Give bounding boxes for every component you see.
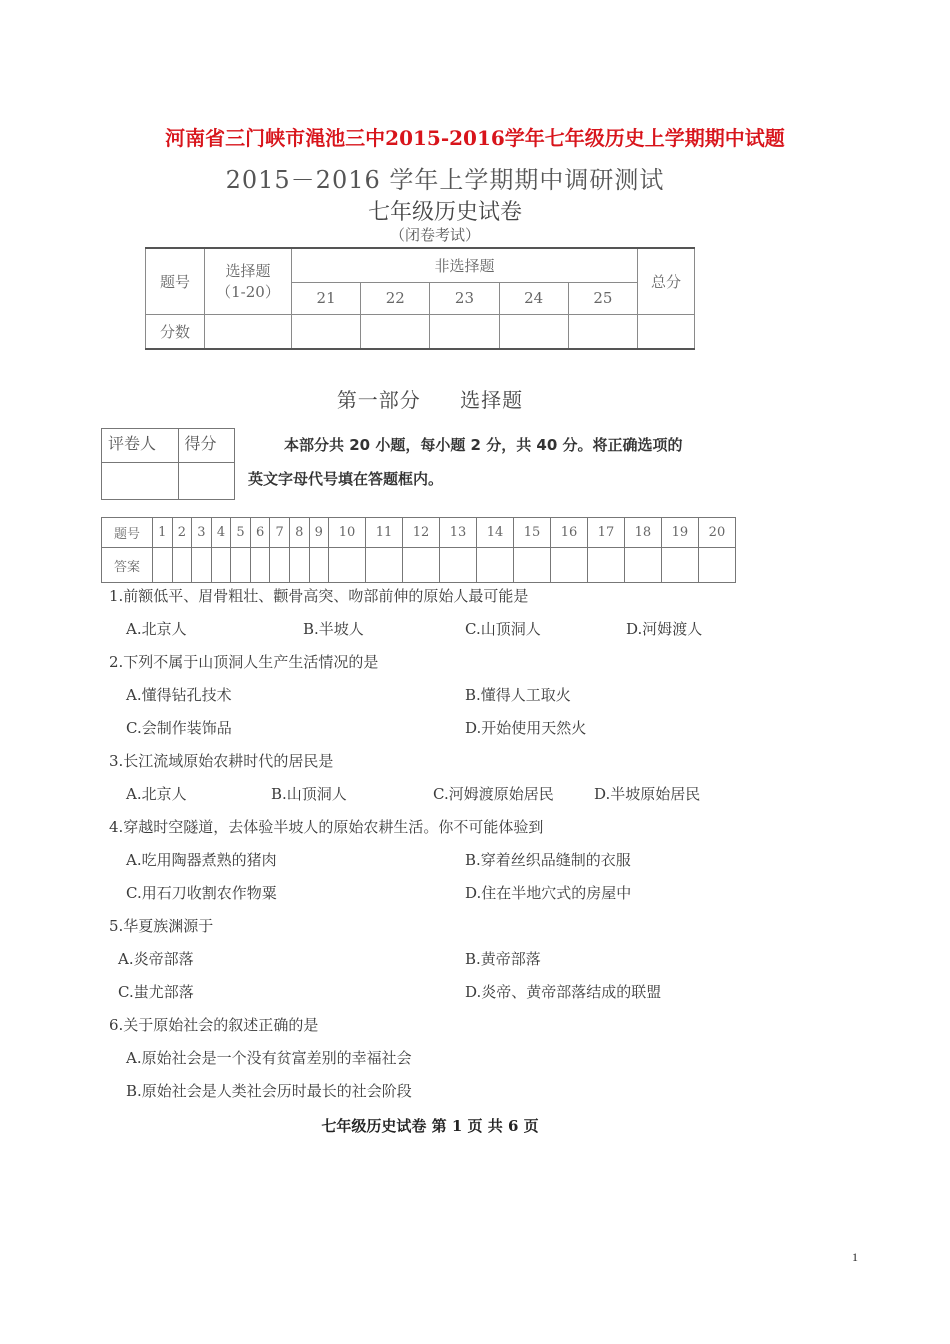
- answer-grid-num: 12: [403, 518, 440, 548]
- answer-grid-num: 11: [366, 518, 403, 548]
- answer-grid-num: 20: [698, 518, 735, 548]
- part-title: [0, 384, 860, 413]
- question-option: C.蚩尤部落: [118, 983, 194, 1001]
- part-instruction: [248, 428, 738, 496]
- question-option: A.吃用陶器煮熟的猪肉: [126, 851, 277, 869]
- score-cell: [178, 463, 234, 500]
- question-option: B.穿着丝织品缝制的衣服: [465, 851, 631, 869]
- score-cell: [638, 314, 695, 349]
- question-stem: 1.前额低平、眉骨粗壮、颧骨高突、吻部前伸的原始人最可能是: [109, 587, 529, 605]
- instruction-line: 英文字母代号填在答题框内。: [248, 470, 444, 488]
- question-option: B.山顶洞人: [271, 785, 347, 803]
- answer-grid-num: 19: [661, 518, 698, 548]
- part-label: 第一部分: [336, 388, 421, 412]
- answer-cell: [231, 548, 251, 583]
- score-row-label: 分数: [146, 314, 205, 349]
- question-option: D.河姆渡人: [626, 620, 703, 638]
- answer-cell: [366, 548, 403, 583]
- answer-grid-num: 1: [153, 518, 173, 548]
- choice-header-label: 选择题: [225, 262, 271, 281]
- score-summary-table: [145, 247, 695, 350]
- question-option: D.半坡原始居民: [594, 785, 701, 803]
- question-option: A.北京人: [126, 785, 187, 803]
- answer-grid-num: 8: [289, 518, 309, 548]
- answer-grid-num: 4: [211, 518, 231, 548]
- page-number: 1: [852, 1250, 858, 1264]
- score-cell: [499, 314, 568, 349]
- exam-heading: 2015－2016 学年上学期期中调研测试: [225, 166, 665, 194]
- answer-grid-num: 6: [250, 518, 270, 548]
- question-option: B.原始社会是人类社会历时最长的社会阶段: [126, 1082, 412, 1100]
- answer-grid-num-label: 题号: [102, 518, 153, 548]
- answer-cell: [587, 548, 624, 583]
- score-cell: [568, 314, 637, 349]
- grader-cell: [102, 463, 179, 500]
- question-option: C.河姆渡原始居民: [433, 785, 554, 803]
- choice-header: [205, 248, 292, 314]
- answer-grid-num: 10: [329, 518, 366, 548]
- question-option: A.原始社会是一个没有贫富差别的幸福社会: [126, 1049, 412, 1067]
- question-stem: 3.长江流域原始农耕时代的居民是: [109, 752, 334, 770]
- answer-grid-num: 5: [231, 518, 251, 548]
- question-option: C.用石刀收割农作物粟: [126, 884, 277, 902]
- answer-cell: [550, 548, 587, 583]
- question-option: D.住在半地穴式的房屋中: [465, 884, 632, 902]
- score-label: 得分: [178, 429, 234, 463]
- answer-grid-num: 14: [477, 518, 514, 548]
- part-name: 选择题: [460, 388, 524, 412]
- question-option: B.懂得人工取火: [465, 686, 571, 704]
- score-cell: [292, 314, 361, 349]
- item-header: 题号: [146, 248, 205, 314]
- instruction-line: 本部分共 20 小题，每小题 2 分，共 40 分。将正确选项的: [284, 436, 683, 454]
- answer-grid-num: 17: [587, 518, 624, 548]
- question-stem: 2.下列不属于山顶洞人生产生活情况的是: [109, 653, 379, 671]
- answer-cell: [270, 548, 290, 583]
- question-option: C.会制作装饰品: [126, 719, 232, 737]
- total-header: 总分: [638, 248, 695, 314]
- answer-grid-num: 3: [192, 518, 212, 548]
- question-option: A.北京人: [126, 620, 187, 638]
- nonchoice-num: 24: [499, 282, 568, 314]
- answer-cell: [172, 548, 192, 583]
- answer-cell: [624, 548, 661, 583]
- nonchoice-num: 25: [568, 282, 637, 314]
- question-option: B.黄帝部落: [465, 950, 541, 968]
- answer-cell: [329, 548, 366, 583]
- answer-grid-num: 9: [309, 518, 329, 548]
- answer-cell: [211, 548, 231, 583]
- answer-grid-num: 18: [624, 518, 661, 548]
- answer-grid-num: 7: [270, 518, 290, 548]
- answer-grid-num: 13: [440, 518, 477, 548]
- grader-table: [101, 428, 235, 500]
- answer-grid-answer-label: 答案: [102, 548, 153, 583]
- answer-cell: [192, 548, 212, 583]
- document-title: 河南省三门峡市渑池三中2015-2016学年七年级历史上学期期中试题: [165, 126, 785, 150]
- answer-cell: [309, 548, 329, 583]
- answer-cell: [403, 548, 440, 583]
- answer-grid-num: 16: [550, 518, 587, 548]
- exam-mode-note: （闭卷考试）: [389, 226, 480, 244]
- question-option: A.炎帝部落: [118, 950, 194, 968]
- answer-cell: [289, 548, 309, 583]
- score-cell: [205, 314, 292, 349]
- score-cell: [430, 314, 499, 349]
- answer-cell: [661, 548, 698, 583]
- question-stem: 6.关于原始社会的叙述正确的是: [109, 1016, 319, 1034]
- answer-grid-num: 2: [172, 518, 192, 548]
- answer-cell: [698, 548, 735, 583]
- page-footer: 七年级历史试卷 第 1 页 共 6 页: [321, 1117, 539, 1135]
- exam-subject-heading: 七年级历史试卷: [367, 200, 522, 225]
- question-stem: 4.穿越时空隧道，去体验半坡人的原始农耕生活。你不可能体验到: [109, 818, 544, 836]
- question-option: B.半坡人: [303, 620, 364, 638]
- answer-grid: [101, 517, 736, 583]
- answer-cell: [250, 548, 270, 583]
- question-option: D.开始使用天然火: [465, 719, 587, 737]
- question-option: A.懂得钻孔技术: [126, 686, 232, 704]
- grader-label: 评卷人: [102, 429, 179, 463]
- nonchoice-header: 非选择题: [292, 248, 638, 282]
- question-option: C.山顶洞人: [465, 620, 541, 638]
- nonchoice-num: 21: [292, 282, 361, 314]
- answer-cell: [440, 548, 477, 583]
- score-cell: [361, 314, 430, 349]
- answer-cell: [153, 548, 173, 583]
- question-stem: 5.华夏族渊源于: [109, 917, 214, 935]
- answer-cell: [477, 548, 514, 583]
- answer-grid-num: 15: [513, 518, 550, 548]
- nonchoice-num: 23: [430, 282, 499, 314]
- choice-header-range: （1-20）: [216, 283, 280, 302]
- nonchoice-num: 22: [361, 282, 430, 314]
- question-option: D.炎帝、黄帝部落结成的联盟: [465, 983, 662, 1001]
- answer-cell: [513, 548, 550, 583]
